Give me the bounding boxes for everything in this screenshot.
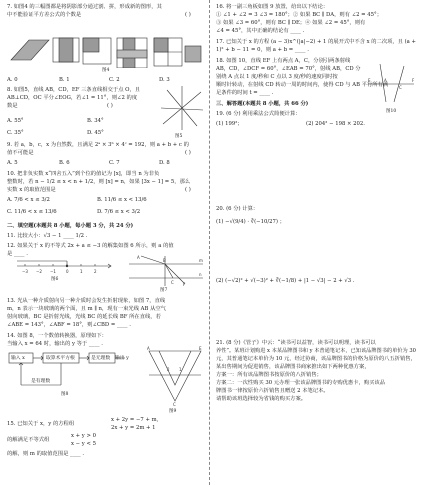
svg-text:F: F <box>183 282 186 287</box>
q7-option-b: B. 1 <box>59 77 70 83</box>
q7-line1: 7. 如图4 的三幅图都是将阴影部分通过割、拼，形成新的图形，其 <box>7 4 162 10</box>
q15-system-2-eq1: x + y > 0 <box>71 433 96 439</box>
svg-text:C: C <box>171 280 174 285</box>
q10-line1: 10. 把非负实数 x“四舍五入”到个位的值记为 [x]，即当 n 为非负 <box>7 171 160 177</box>
svg-text:−3: −3 <box>22 269 28 274</box>
q13-line2: m，n 表示一块玻璃的两个面，且 m ∥ n，现有一束光线 AB 从空气 <box>7 306 166 312</box>
flow-sqrt-box: 取算术平方根 <box>46 356 75 361</box>
figure-4-caption: 图4 <box>102 68 110 73</box>
q10-line3: 实数 x 的取值范围是 <box>7 187 56 193</box>
q8-line1: 8. 如图5，直线 AB，CD，EF 三条直线相交于点 O，且 <box>7 87 141 93</box>
q19-part1: (1) 199²； <box>216 121 243 127</box>
q9-option-d: D. 8 <box>159 160 170 166</box>
svg-text:1: 1 <box>80 269 83 274</box>
svg-text:F: F <box>412 78 415 83</box>
q7-line2: 中不能验证平方差公式的个数是 <box>7 12 82 18</box>
q21-line7: 牌图书一律按原价六折销售且赠送 2 本笔记本。 <box>216 388 329 394</box>
q8-line3: 数是 <box>7 103 18 109</box>
q8-option-a: A. 55° <box>7 118 24 124</box>
svg-text:E: E <box>199 346 202 351</box>
q10-line2: 整数时，若 n − 1/2 ≤ x < n + 1/2，则 [x] = n，如果 [3x − 1] = 5，那么 <box>7 179 191 185</box>
q20-part2: (2) (−√2)² + √(−3)² + ∛(−1/8) + |1 − √3| − 2 + √3 . <box>216 278 355 284</box>
q15-line2: 的解满足不等式组 <box>7 437 50 443</box>
q9-answer-bracket: ( ) <box>185 150 191 156</box>
q21-line1: 21. (8 分)《管子》中云：“读书可以益智，读书可以明理，读书可以 <box>216 340 376 346</box>
q16-line1: 16. 将一副三角板如图 9 放置，给出以下结论： <box>216 4 329 10</box>
q8-option-d: D. 45° <box>87 130 104 136</box>
q21-line8: 请帮助该班选择较为省钱的购买方案。 <box>216 396 307 402</box>
figure-5 <box>159 84 205 132</box>
figure-7-caption: 图7 <box>160 288 168 293</box>
figure-6-caption: 图6 <box>51 277 59 282</box>
svg-text:B: B <box>163 258 166 263</box>
figure-10-caption: 图10 <box>386 109 397 114</box>
q21-line3: 元，其普通笔记本单价为 10 元，经过协商，该品牌图书的价格为原价的八五折销售， <box>216 356 416 362</box>
svg-text:n: n <box>199 272 202 277</box>
q20-part1: (1) −√(9/4) · ∛(−10/27) ； <box>216 219 285 225</box>
column-separator <box>209 0 210 485</box>
q10-option-b: B. 11/6 ≤ x < 13/6 <box>97 197 147 203</box>
q7-option-c: C. 2 <box>109 77 120 83</box>
q18-line2: AB，CD，∠DCF = 60°，∠EAB = 70°，射线 AB，CD 分 <box>216 66 361 72</box>
q21-line5: 方案一：所有该品牌图书按原价的八折销售； <box>216 372 322 378</box>
svg-text:2: 2 <box>167 367 170 372</box>
q21-line2: 养性”。某班计划购进 x 本某品牌图书和 y 本普通笔记本，已知该品牌图书的单价为 30 <box>216 348 416 354</box>
q10-option-c: C. 11/6 < x ≤ 13/6 <box>7 209 57 215</box>
q9-option-b: B. 6 <box>59 160 70 166</box>
svg-text:2: 2 <box>94 269 97 274</box>
q9-option-a: A. 5 <box>7 160 18 166</box>
svg-text:−1: −1 <box>50 269 56 274</box>
svg-text:m: m <box>199 258 203 263</box>
right-column <box>216 0 416 485</box>
q7-option-d: D. 3 <box>159 77 170 83</box>
flow-irrational-box: 是无理数 <box>91 356 111 361</box>
q14-line1: 14. 如图 8，一个数值转换器，原理如下： <box>7 333 107 339</box>
q16-line3: ③ 如果 ∠3 = 60°，则有 BC ∥ DE；④ 如果 ∠2 = 45°，则有 <box>216 20 366 26</box>
flow-rational-label: 是有理数 <box>31 379 51 384</box>
q18-line3: 别绕 A 点以 1 度/秒和 C 点以 3 度/秒的速度同时按 <box>216 74 338 80</box>
q20-prompt: 20. (6 分) 计算： <box>216 206 259 212</box>
left-column <box>7 0 207 485</box>
figure-10 <box>366 62 416 106</box>
svg-text:E: E <box>368 78 371 83</box>
svg-text:0: 0 <box>66 269 69 274</box>
section-2-heading: 二、填空题(本题共 8 小题，每小题 3 分，共 24 分) <box>7 223 134 229</box>
q12-line1: 12. 如果关于 x 的不等式 2x + a ≤ −3 的解集如图 6 所示，则 a 的值 <box>7 243 174 249</box>
q13-line3: 射向玻璃，BC 是折射光线，光线 BC 的延长线 BF 所在直线，若 <box>7 314 161 320</box>
svg-text:C: C <box>173 402 176 407</box>
q7-answer-bracket: ( ) <box>185 12 191 18</box>
figure-4 <box>9 20 205 68</box>
svg-text:C: C <box>399 85 402 90</box>
q10-option-d: D. 7/6 ≤ x < 3/2 <box>97 209 141 215</box>
q15-line1: 15. 已知关于 x，y 的方程组 <box>7 421 75 427</box>
q13-line1: 13. 光从一种介质射向另一种介质时会发生折射现象，如图 7，直线 <box>7 298 166 304</box>
q15-system-2-eq2: x − y < 5 <box>71 441 96 447</box>
q9-line2: 值不可能是 <box>7 150 34 156</box>
svg-text:1: 1 <box>179 367 182 372</box>
q21-line6: 方案二：一次性购买 30 元办理一张该品牌图书的专购优惠卡，购买该品 <box>216 380 386 386</box>
q17-line2: 1)² + b − 11 = 0，则 a + b = ____ . <box>216 47 309 53</box>
q18-line1: 18. 如图 10，直线 EF 上有两点 A，C，分别引两条射线 <box>216 58 351 64</box>
q8-line2: AB⊥CD，OC 平分∠EOG，若∠1 = 11°，则∠2 的度 <box>7 95 138 101</box>
q15-system-1-eq2: 2x + y = 2m + 1 <box>111 425 156 431</box>
q11: 11. 比较大小：√3 − 1 ____ 1/2 . <box>7 233 88 239</box>
q14-line2: 当输入 x = 64 时，输出的 y 等于 ____ . <box>7 341 103 347</box>
section-3-heading: 三、解答题(本题共 8 小题，共 66 分) <box>216 101 309 107</box>
flow-output-label: 输出 y <box>115 356 129 361</box>
figure-9 <box>145 345 205 407</box>
q16-line2: ① ∠1 + ∠2 = 3 ∠3 = 180°；② 如果 BC ∥ DA，则有 ∠2 = 45°； <box>216 12 382 18</box>
svg-text:−2: −2 <box>36 269 42 274</box>
q9-line1: 9. 若 a，b，c，x 为自然数，且满足 2ᵃ × 3ᵇ × 4ᶜ = 192，则 a + b + c 的 <box>7 142 189 148</box>
q18-line5: 足条件的时间 t = ____ . <box>216 90 274 96</box>
figure-9-caption: 图9 <box>169 409 177 414</box>
figure-8-caption: 图8 <box>61 392 69 397</box>
q9-option-c: C. 7 <box>109 160 120 166</box>
q10-option-a: A. 7/6 < x ≤ 3/2 <box>7 197 50 203</box>
q16-line4: ∠4 = 45°，其中正确的结论有 ____ . <box>216 28 305 34</box>
q8-option-b: B. 34° <box>87 118 104 124</box>
q19-part2: (2) 204² − 198 × 202. <box>306 121 365 127</box>
svg-text:A: A <box>384 78 387 83</box>
flow-input-box: 输入 x <box>11 356 25 361</box>
q8-option-c: C. 35° <box>7 130 24 136</box>
figure-6-number-line <box>15 258 115 278</box>
q10-answer-bracket: ( ) <box>185 187 191 193</box>
q7-option-a: A. 0 <box>7 77 18 83</box>
q18-line4: 顺时针转动，在射线 CD 转动一周的时间内，使得 CD 与 AB 平行所有满 <box>216 82 389 88</box>
q15-line3: 的解，则 m 的取值范围是 ____ . <box>7 451 85 457</box>
svg-text:A: A <box>147 346 150 351</box>
q17-line1: 17. 已知关于 x 的方程 (a − 3)x^(|a|−2) + 1 的展开式中不含 x 的二次项，且 (a + <box>216 39 416 45</box>
svg-text:A: A <box>137 255 140 260</box>
q13-line4: ∠ABE = 143°，∠ABF = 18°，则∠CBD = ____ . <box>7 322 131 328</box>
q15-system-1-eq1: x + 2y = −7 + m, <box>111 417 159 423</box>
q8-answer-bracket: ( ) <box>107 103 113 109</box>
figure-7 <box>127 254 205 288</box>
q12-line2: 是 ____ . <box>7 251 28 257</box>
q19-prompt: 19. (6 分) 利用乘法公式简便计算： <box>216 111 301 117</box>
q21-line4: 某出售期间为促进销售，该品牌图书商家推出如下两种优惠方案， <box>216 364 370 370</box>
figure-5-caption: 图5 <box>175 134 183 139</box>
